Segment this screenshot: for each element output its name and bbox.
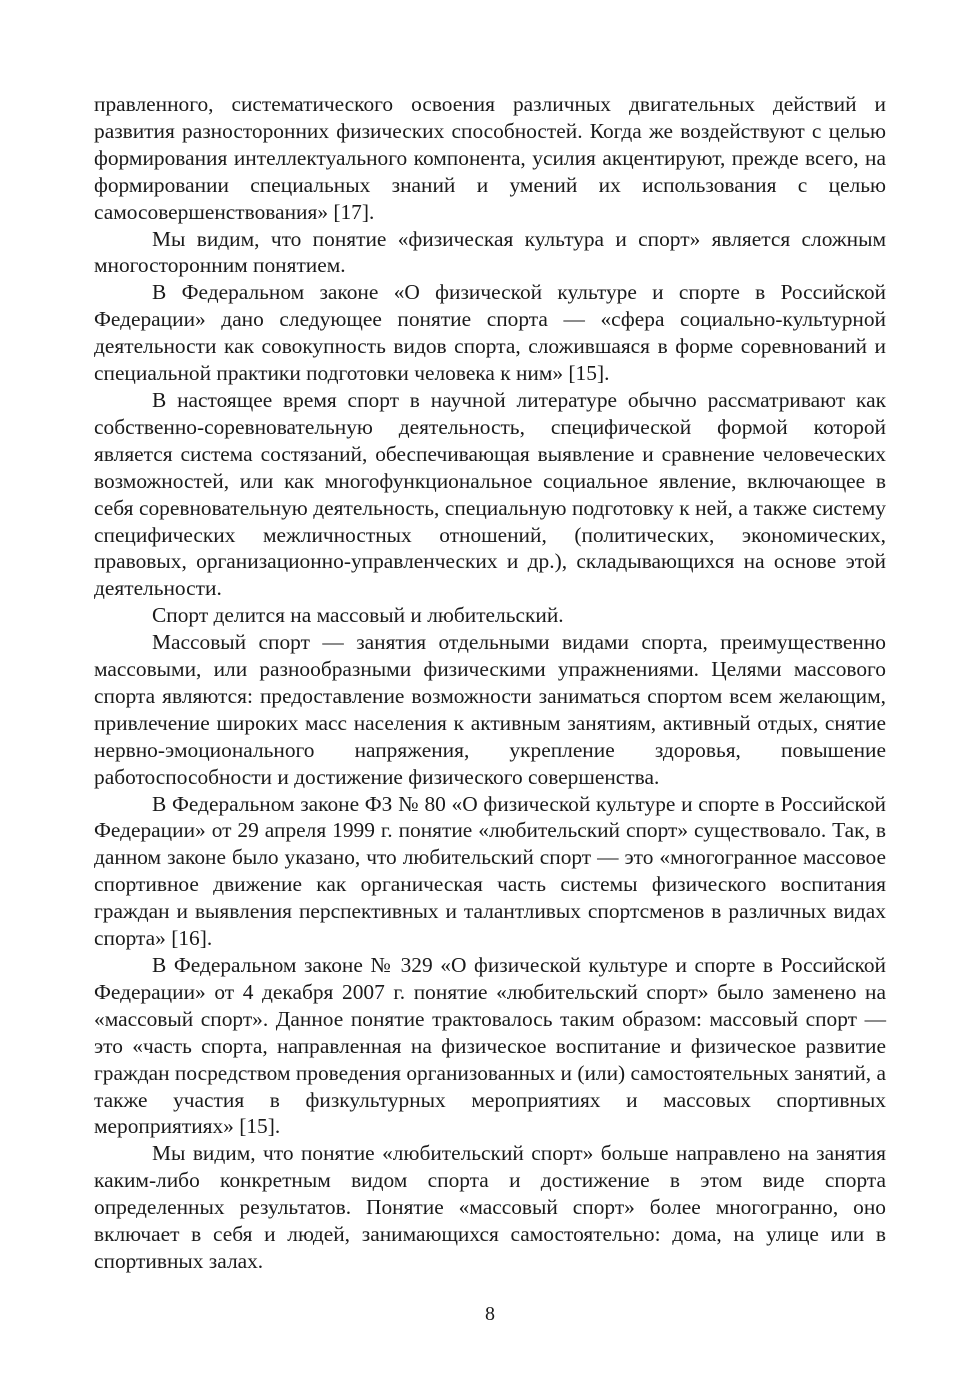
paragraph-law-329-mass-sport: В Федеральном законе № 329 «О физической культуре и спорте в Российской Федерации» от 4 декабря 2007 г. понятие «любительский спорт» было заменено на «массовый спорт». Данное понятие трактовалось таким образом: массовый спорт — это «часть спорта, направленная на физическое воспитание и физическое развитие граждан посредством проведения организованных и (или) самостоятельных занятий, а также участия в физкультурных мероприятиях и массовых спортивных мероприятиях» [15]. [94,953,886,1139]
paragraph-sport-in-literature: В настоящее время спорт в научной литературе обычно рассматривают как собственно-соревновательную деятельность, специфической формой которой является система состязаний, обеспечивающая выявление и сравнение человеческих возможностей, или как многофункциональное социальное явление, включающее в себя соревновательную деятельность, специальную подготовку к ней, а также систему специфических межличностных отношений, (политических, экономических, правовых, организационно-управленческих и др.), складывающихся на основе этой деятельности. [94,387,886,601]
paragraph-mass-sport: Массовый спорт — занятия отдельными видами спорта, преимущественно массовыми, или разнообразными физическими упражнениями. Целями массового спорта являются: предоставление возможности заниматься спортом всем желающим, привлечение широких масс населения к активным занятиям, активный отдых, снятие нервно-эмоционального напряжения, укрепление здоровья, повышение работоспособности и достижение физического совершенства. [94,630,886,789]
paragraph-sport-division: Спорт делится на массовый и любительский. [152,603,564,628]
paragraph-continuation: правленного, систематического освоения различных двигательных действий и развития разносторонних физических способностей. Когда же воздействуют с целью формирования интеллектуального компонента, усилия акцентируют, прежде всего, на формировании специальных знаний и умений их использования с целью самосовершенствования» [17]. [94,92,886,224]
paragraph-comparison-conclusion: Мы видим, что понятие «любительский спорт» больше направлено на занятия каким-либо конкретным видом спорта и достижение в этом виде спорта определенных результатов. Понятие «массовый спорт» более многогранно, оно включает в себя и людей, занимающихся самостоятельно: дома, на улице или в спортивных залах. [94,1141,886,1273]
paragraph-law-80-amateur-sport: В Федеральном законе ФЗ № 80 «О физической культуре и спорте в Российской Федерации» от 29 апреля 1999 г. понятие «любительский спорт» существовало. Так, в данном законе было указано, что любительский спорт — это «многогранное массовое спортивное движение как органическая часть системы физического воспитания граждан и выявления перспективных и талантливых спортсменов в различных видах спорта» [16]. [94,791,886,951]
document-body [94,91,886,1275]
page-number: 8 [485,1303,495,1325]
paragraph-physical-culture-concept: Мы видим, что понятие «физическая культура и спорт» является сложным многосторонним понятием. [94,226,886,278]
paragraph-federal-law-sport-definition: В Федеральном законе «О физической культуре и спорте в Российской Федерации» дано следующее понятие спорта — «сфера социально-культурной деятельности как совокупность видов спорта, сложившаяся в форме соревнований и специальной практики подготовки человека к ним» [15]. [94,280,886,386]
